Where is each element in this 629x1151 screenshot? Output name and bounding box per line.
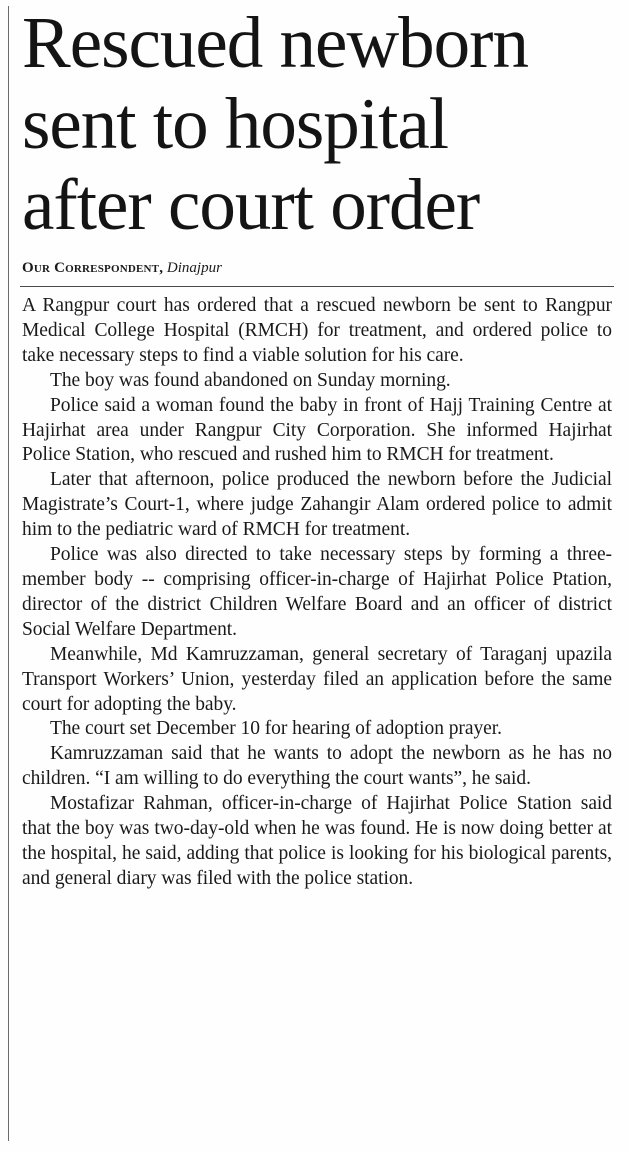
byline-location: Dinajpur xyxy=(166,260,222,276)
paragraph: Police was also directed to take necessary steps by forming a three-member body -- comprising officer-in-charge of Hajirhat Police Ptation, director of the district Children Welfare Board and an officer of district Social Welfare Department. xyxy=(22,544,612,640)
byline-divider xyxy=(20,286,614,287)
byline xyxy=(22,259,222,277)
headline xyxy=(22,2,622,245)
paragraph: A Rangpur court has ordered that a rescued newborn be sent to Rangpur Medical College Hospital (RMCH) for treatment, and ordered police to take necessary steps to find a viable solution for his care. xyxy=(22,295,612,366)
paragraph: The boy was found abandoned on Sunday morning. xyxy=(50,369,451,391)
paragraph: Mostafizar Rahman, officer-in-charge of Hajirhat Police Station said that the boy was two-day-old when he was found. He is now doing better at the hospital, he said, adding that police is looking for his biological parents, and general diary was filed with the police station. xyxy=(22,793,612,889)
paragraph: Later that afternoon, police produced the newborn before the Judicial Magistrate’s Court-1, where judge Zahangir Alam ordered police to admit him to the pediatric ward of RMCH for treatment. xyxy=(22,469,612,541)
paragraph: Meanwhile, Md Kamruzzaman, general secretary of Taraganj upazila Transport Workers’ Union, yesterday filed an application before the same court for adopting the baby. xyxy=(22,643,612,715)
paragraph: Police said a woman found the baby in front of Hajj Training Centre at Hajirhat area under Rangpur City Corporation. She informed Hajirhat Police Station, who rescued and rushed him to RMCH for treatment. xyxy=(22,394,612,466)
paragraph: The court set December 10 for hearing of adoption prayer. xyxy=(50,718,502,740)
paragraph: Kamruzzaman said that he wants to adopt the newborn as he has no children. “I am willing to do everything the court wants”, he said. xyxy=(22,743,612,790)
article-body xyxy=(22,294,612,892)
headline-line-1: Rescued newborn xyxy=(22,2,528,83)
headline-line-3: after court order xyxy=(22,164,480,245)
column-rule-left xyxy=(8,6,9,1141)
headline-line-2: sent to hospital xyxy=(22,83,449,164)
byline-author: Our Correspondent, xyxy=(22,260,164,276)
